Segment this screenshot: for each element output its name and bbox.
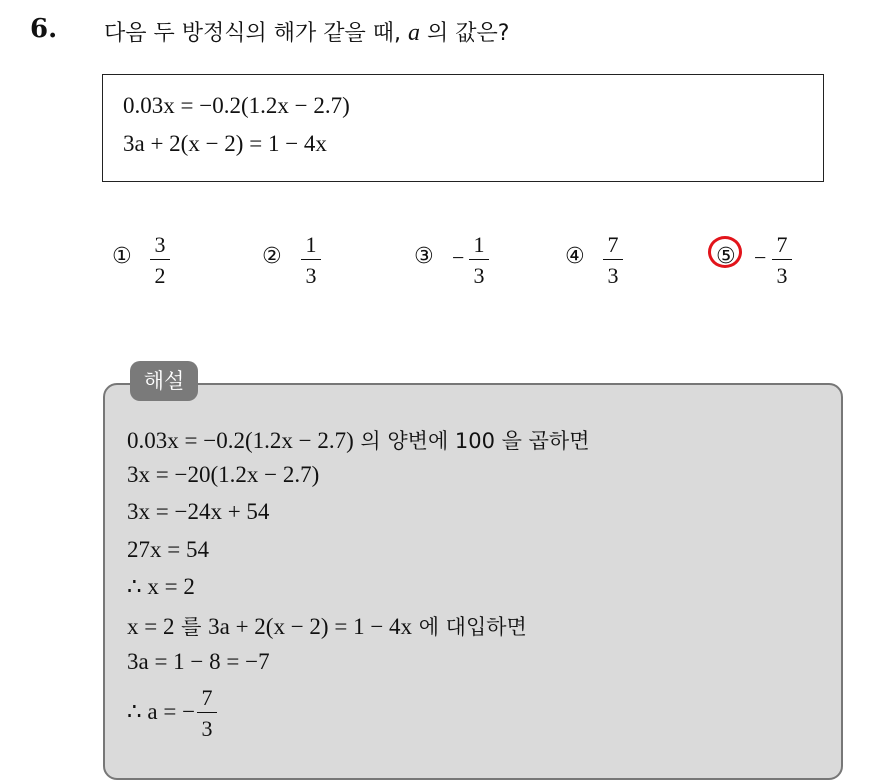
solution-line-8 [127,685,219,742]
fraction-bar [772,259,792,260]
solution-fraction [195,685,219,742]
solution-box [103,383,843,780]
solution-line-4: 27x = 54 [127,537,209,562]
solution-line-5: ∴ x = 2 [127,574,195,599]
fraction-bar [197,712,217,713]
fraction-bar [150,259,170,260]
solution-line-3: 3x = −24x + 54 [127,499,270,524]
question-text-after: 의 값은? [419,21,510,46]
denominator: 3 [473,263,485,288]
solution-line-2: 3x = −20(1.2x − 2.7) [127,462,320,487]
solution-line-6-text-b: 에 대입하면 [412,615,527,639]
solution-line-1-text: 의 양변에 100 을 곱하면 [353,429,590,453]
choice-marker: ⑤ [716,244,736,269]
denominator: 2 [154,263,166,288]
choice-fraction [148,232,172,289]
choice-sign: − [754,245,767,270]
solution-line-6-text-a: 를 [174,615,209,639]
equation-box [102,74,824,182]
numerator: 7 [607,232,619,257]
numerator: 3 [154,232,166,257]
numerator: 7 [776,232,788,257]
fraction-bar [301,259,321,260]
choice-marker: ④ [565,244,585,269]
solution-line-6-math-b: 3a + 2(x − 2) = 1 − 4x [208,614,413,639]
numerator: 7 [201,685,213,710]
choice-fraction [467,232,491,289]
choice-fraction [601,232,625,289]
question-text-before: 다음 두 방정식의 해가 같을 때, [104,21,408,46]
question-number: 6. [30,14,58,44]
equation-2: 3a + 2(x − 2) = 1 − 4x [123,131,327,156]
choice-marker: ① [112,244,132,269]
solution-line-7: 3a = 1 − 8 = −7 [127,649,270,674]
solution-line-1 [127,425,589,455]
solution-line-6-math-a: x = 2 [127,614,175,639]
denominator: 3 [776,263,788,288]
numerator: 1 [305,232,317,257]
solution-line-1-math: 0.03x = −0.2(1.2x − 2.7) [127,428,354,453]
solution-line-6 [127,611,527,641]
denominator: 3 [201,716,213,741]
question-text [104,16,509,47]
question-variable: a [407,20,420,46]
choice-sign: − [452,245,465,270]
choice-fraction [299,232,323,289]
solution-tag: 해설 [130,361,198,401]
choice-marker: ② [262,244,282,269]
fraction-bar [469,259,489,260]
denominator: 3 [607,263,619,288]
equation-1: 0.03x = −0.2(1.2x − 2.7) [123,93,350,118]
numerator: 1 [473,232,485,257]
solution-line-8-prefix: ∴ a = − [127,698,196,724]
denominator: 3 [305,263,317,288]
choice-marker: ③ [414,244,434,269]
fraction-bar [603,259,623,260]
choice-fraction [770,232,794,289]
